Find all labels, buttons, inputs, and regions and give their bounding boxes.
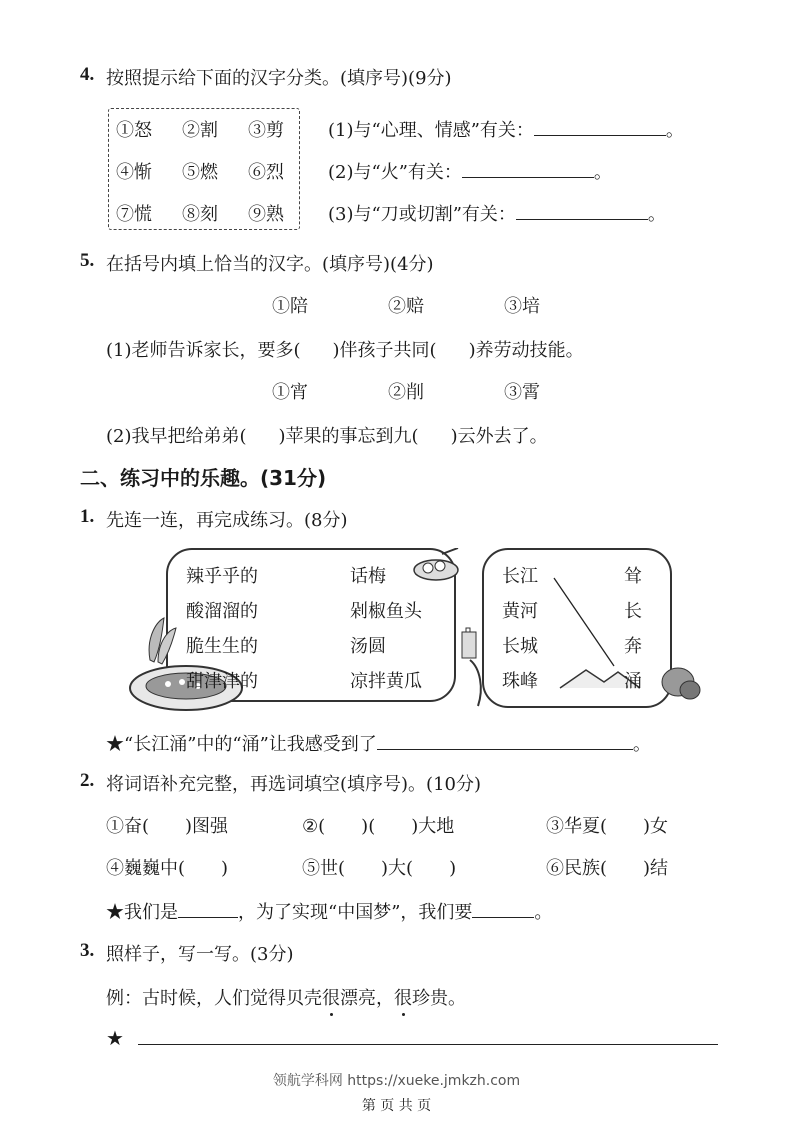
match-left-item: 甜津津的 xyxy=(186,671,258,692)
char-option: ⑨熟 xyxy=(248,204,284,225)
prompt-text: ★“长江涌”中的“涌”让我感受到了 xyxy=(106,734,377,755)
period: 。 xyxy=(534,902,553,923)
question-number: 2. xyxy=(80,770,95,791)
match-right-item: 话梅 xyxy=(350,566,386,587)
sentence-part: (1)老师告诉家长，要多( xyxy=(106,340,301,361)
fill-sentence xyxy=(106,336,584,362)
idiom-fill xyxy=(302,812,454,838)
idiom-part: ②( xyxy=(302,816,326,837)
star-icon: ★ xyxy=(106,1026,124,1050)
idiom-part: )结 xyxy=(643,858,669,879)
char-option: ⑤燃 xyxy=(182,162,218,183)
match-right-item: 剁椒鱼头 xyxy=(350,601,422,622)
match-right-item: 长 xyxy=(624,601,642,622)
match-right-item: 汤圆 xyxy=(350,636,386,657)
question-title: 照样子，写一写。(3分) xyxy=(106,944,294,965)
idiom-part: ⑥民族( xyxy=(546,858,608,879)
char-option: ②削 xyxy=(388,382,424,403)
category-label: (2)与“火”有关： xyxy=(328,162,462,183)
idiom-part: )大地 xyxy=(411,816,455,837)
char-option: ③霄 xyxy=(504,382,540,403)
example-text: 珍贵。 xyxy=(412,988,466,1009)
match-left-item: 辣乎乎的 xyxy=(186,566,258,587)
sentence-part: )养劳动技能。 xyxy=(468,340,584,361)
idiom-fill xyxy=(106,812,228,838)
char-option: ⑧刻 xyxy=(182,204,218,225)
category-item xyxy=(328,116,684,142)
question-number: 4. xyxy=(80,64,95,85)
answer-blank[interactable] xyxy=(462,177,594,178)
period: 。 xyxy=(593,162,612,183)
example-sentence xyxy=(106,984,466,1010)
sentence-part: )云外去了。 xyxy=(450,426,548,447)
period: 。 xyxy=(665,120,684,141)
char-option: ③剪 xyxy=(248,120,284,141)
match-right-item: 凉拌黄瓜 xyxy=(350,671,422,692)
idiom-part: ) xyxy=(449,858,457,879)
char-option: ①怒 xyxy=(116,120,152,141)
category-item xyxy=(328,158,612,184)
idiom-part: ) xyxy=(221,858,229,879)
idiom-fill xyxy=(546,854,668,880)
idiom-part: )女 xyxy=(643,816,669,837)
question-title: 先连一连，再完成练习。(8分) xyxy=(106,510,348,531)
prompt-text: ★我们是 xyxy=(106,902,178,923)
question-title: 在括号内填上恰当的汉字。(填序号)(4分) xyxy=(106,254,434,275)
landscape-illustration xyxy=(456,548,702,718)
match-left-item: 黄河 xyxy=(502,601,538,622)
char-option: ⑦慌 xyxy=(116,204,152,225)
char-option: ①宵 xyxy=(272,382,308,403)
char-option: ①陪 xyxy=(272,296,308,317)
idiom-part: )( xyxy=(361,816,376,837)
answer-blank[interactable] xyxy=(178,917,238,918)
match-left-item: 长城 xyxy=(502,636,538,657)
prompt-text: ，为了实现“中国梦”，我们要 xyxy=(238,902,473,923)
period: 。 xyxy=(632,734,651,755)
page-number: 第 页 共 页 xyxy=(361,1098,432,1114)
answer-blank[interactable] xyxy=(377,749,633,750)
char-option: ④惭 xyxy=(116,162,152,183)
answer-blank[interactable] xyxy=(516,219,648,220)
char-option: ③培 xyxy=(504,296,540,317)
match-left-item: 脆生生的 xyxy=(186,636,258,657)
question-title: 按照提示给下面的汉字分类。(填序号)(9分) xyxy=(106,68,452,89)
example-text: 漂亮， xyxy=(340,988,394,1009)
sentence-part: )伴孩子共同( xyxy=(332,340,437,361)
question-title: 将词语补充完整，再选词填空(填序号)。(10分) xyxy=(106,774,481,795)
idiom-fill xyxy=(302,854,456,880)
idiom-part: ③华夏( xyxy=(546,816,608,837)
category-item xyxy=(328,200,666,226)
watermark: 领航学科网 https://xueke.jmkzh.com xyxy=(272,1073,521,1089)
idiom-part: )大( xyxy=(381,858,414,879)
answer-line[interactable] xyxy=(138,1044,718,1045)
match-right-item: 耸 xyxy=(624,566,642,587)
idiom-fill xyxy=(106,854,228,880)
idiom-fill xyxy=(546,812,668,838)
emphasis-char: 很 xyxy=(322,988,340,1009)
sentence-part: (2)我早把给弟弟( xyxy=(106,426,247,447)
match-left-item: 酸溜溜的 xyxy=(186,601,258,622)
char-option: ⑥烈 xyxy=(248,162,284,183)
period: 。 xyxy=(647,204,666,225)
question-number: 5. xyxy=(80,250,95,271)
match-right-item: 奔 xyxy=(624,636,642,657)
match-left-item: 珠峰 xyxy=(502,671,538,692)
section-title: 二、练习中的乐趣。(31分) xyxy=(80,466,327,490)
category-label: (1)与“心理、情感”有关： xyxy=(328,120,534,141)
category-label: (3)与“刀或切割”有关： xyxy=(328,204,516,225)
sentence-part: )苹果的事忘到九( xyxy=(278,426,419,447)
emphasis-char: 很 xyxy=(394,988,412,1009)
question-number: 3. xyxy=(80,940,95,961)
example-text: 例：古时候，人们觉得贝壳 xyxy=(106,988,322,1009)
char-option: ②割 xyxy=(182,120,218,141)
star-prompt xyxy=(106,730,651,756)
answer-blank[interactable] xyxy=(472,917,534,918)
match-left-item: 长江 xyxy=(502,566,538,587)
char-option: ②赔 xyxy=(388,296,424,317)
fill-sentence xyxy=(106,422,548,448)
match-right-item: 涌 xyxy=(624,671,642,692)
question-number: 1. xyxy=(80,506,95,527)
idiom-part: ①奋( xyxy=(106,816,150,837)
idiom-part: ④巍巍中( xyxy=(106,858,186,879)
answer-blank[interactable] xyxy=(534,135,666,136)
idiom-part: )图强 xyxy=(185,816,229,837)
star-prompt xyxy=(106,898,552,924)
idiom-part: ⑤世( xyxy=(302,858,346,879)
